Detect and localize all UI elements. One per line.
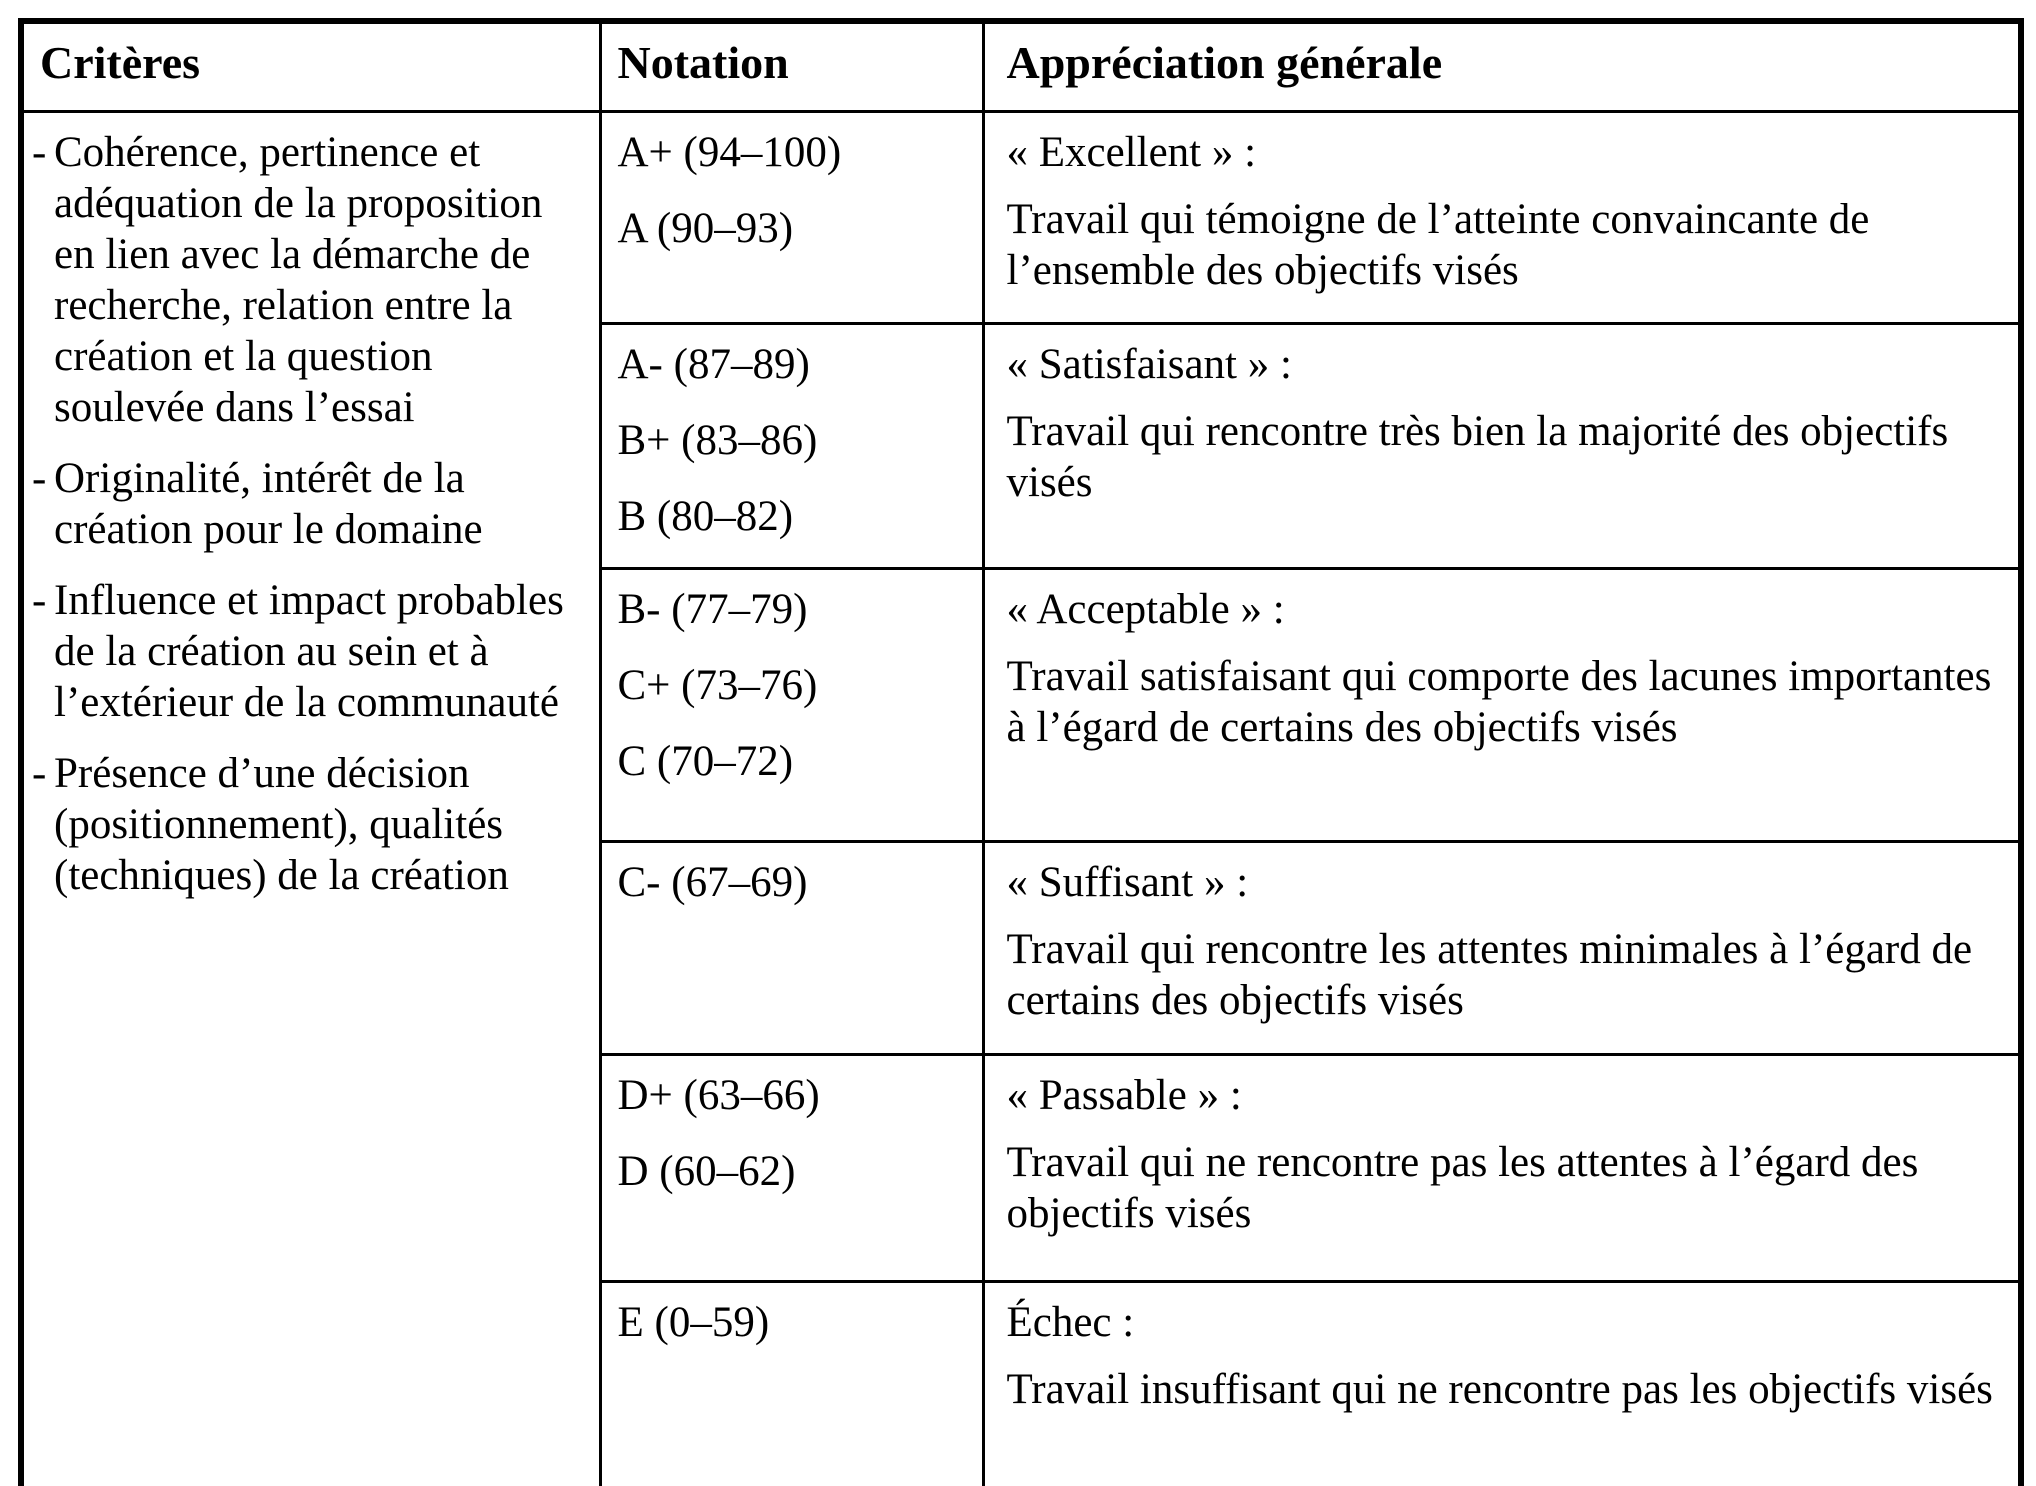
notation-cell — [600, 1281, 983, 1486]
appreciation-label: Échec : — [1006, 1298, 1135, 1346]
notation-value: B- (77–79) — [617, 585, 808, 633]
notation-value: C (70–72) — [617, 737, 794, 785]
appreciation-cell — [983, 111, 2021, 323]
notation-value: E (0–59) — [617, 1298, 770, 1346]
criteria-item-text: Influence et impact probables de la création au sein et à l’extérieur de la communauté — [54, 576, 564, 726]
criteria-item — [32, 575, 585, 728]
appreciation-description: Travail qui rencontre les attentes minimales à l’égard de certains des objectifs visés — [1006, 925, 1973, 1024]
notation-value: A+ (94–100) — [617, 128, 842, 176]
appreciation-label: « Excellent » : — [1006, 128, 1257, 176]
notation-value: B (80–82) — [617, 492, 794, 540]
header-notation: Notation — [600, 21, 983, 111]
notation-cell — [600, 111, 983, 323]
notation-value: A- (87–89) — [617, 340, 810, 388]
header-criteria: Critères — [21, 21, 600, 111]
criteria-item-text: Cohérence, pertinence et adéquation de la proposition en lien avec la démarche de recherche, relation entre la création et la question soulevée dans l’essai — [54, 128, 543, 431]
notation-value: C- (67–69) — [617, 858, 808, 906]
notation-cell — [600, 323, 983, 568]
grading-rubric-table — [18, 18, 2024, 1486]
criteria-item — [32, 453, 585, 555]
notation-cell — [600, 841, 983, 1054]
notation-value: C+ (73–76) — [617, 661, 818, 709]
appreciation-cell — [983, 841, 2021, 1054]
bullet-dash: - — [32, 749, 47, 797]
bullet-dash: - — [32, 576, 47, 624]
bullet-dash: - — [32, 128, 47, 176]
appreciation-label: « Satisfaisant » : — [1006, 340, 1292, 388]
criteria-item — [32, 748, 585, 901]
appreciation-label: « Acceptable » : — [1006, 585, 1285, 633]
criteria-item — [32, 127, 585, 433]
row-excellent — [21, 111, 2021, 323]
notation-cell — [600, 1054, 983, 1281]
bullet-dash: - — [32, 454, 47, 502]
criteria-item-text: Présence d’une décision (positionnement), qualités (techniques) de la création — [54, 749, 509, 899]
header-row — [21, 21, 2021, 111]
appreciation-cell — [983, 1054, 2021, 1281]
appreciation-description: Travail qui ne rencontre pas les attentes à l’égard des objectifs visés — [1006, 1138, 1919, 1237]
appreciation-description: Travail qui rencontre très bien la majorité des objectifs visés — [1006, 407, 1949, 506]
appreciation-cell — [983, 1281, 2021, 1486]
criteria-cell — [21, 111, 600, 1486]
notation-value: D (60–62) — [617, 1147, 796, 1195]
appreciation-label: « Passable » : — [1006, 1071, 1242, 1119]
appreciation-label: « Suffisant » : — [1006, 858, 1249, 906]
appreciation-cell — [983, 568, 2021, 841]
notation-value: B+ (83–86) — [617, 416, 818, 464]
criteria-item-text: Originalité, intérêt de la création pour le domaine — [54, 454, 483, 553]
header-appreciation: Appréciation générale — [983, 21, 2021, 111]
notation-value: A (90–93) — [617, 204, 794, 252]
appreciation-description: Travail qui témoigne de l’atteinte convaincante de l’ensemble des objectifs visés — [1006, 195, 1870, 294]
notation-cell — [600, 568, 983, 841]
appreciation-cell — [983, 323, 2021, 568]
appreciation-description: Travail insuffisant qui ne rencontre pas les objectifs visés — [1006, 1365, 1993, 1413]
appreciation-description: Travail satisfaisant qui comporte des lacunes importantes à l’égard de certains des objectifs visés — [1006, 652, 1992, 751]
notation-value: D+ (63–66) — [617, 1071, 820, 1119]
